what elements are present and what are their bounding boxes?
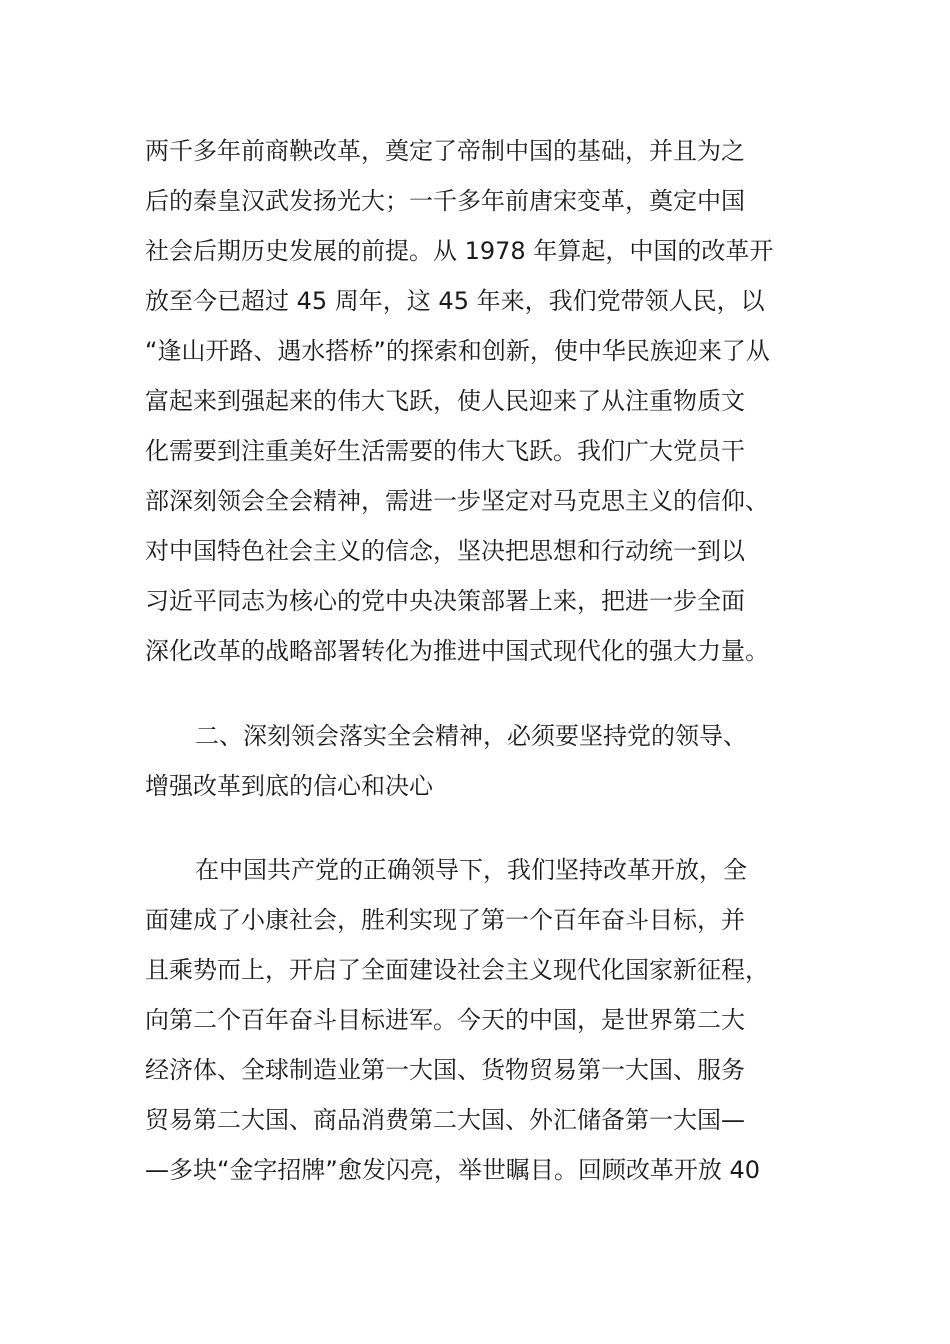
text-line: 对中国特色社会主义的信念，坚决把思想和行动统一到以 xyxy=(145,537,745,565)
text-line: 两千多年前商鞅改革，奠定了帝制中国的基础，并且为之 xyxy=(145,137,745,165)
text-line: 在中国共产党的正确领导下，我们坚持改革开放，全 xyxy=(195,856,747,884)
text-line: 部深刻领会全会精神，需进一步坚定对马克思主义的信仰、 xyxy=(145,487,769,515)
text-line: 向第二个百年奋斗目标进军。今天的中国，是世界第二大 xyxy=(145,1006,745,1034)
section-heading-two xyxy=(145,711,825,811)
text-line: 后的秦皇汉武发扬光大；一千多年前唐宋变革，奠定中国 xyxy=(145,187,745,215)
text-line: —多块“金字招牌”愈发闪亮，举世瞩目。回顾改革开放 40 xyxy=(145,1156,761,1184)
text-line: 习近平同志为核心的党中央决策部署上来，把进一步全面 xyxy=(145,587,745,615)
text-line: 且乘势而上，开启了全面建设社会主义现代化国家新征程， xyxy=(145,956,769,984)
heading-line: 二、深刻领会落实全会精神，必须要坚持党的领导、 xyxy=(195,722,747,750)
text-line: 深化改革的战略部署转化为推进中国式现代化的强大力量。 xyxy=(145,637,769,665)
paragraph-party-leadership xyxy=(145,845,825,1195)
text-line: 富起来到强起来的伟大飞跃，使人民迎来了从注重物质文 xyxy=(145,387,745,415)
text-line: 化需要到注重美好生活需要的伟大飞跃。我们广大党员干 xyxy=(145,437,745,465)
text-line: 社会后期历史发展的前提。从 1978 年算起，中国的改革开 xyxy=(145,237,774,265)
text-line: 面建成了小康社会，胜利实现了第一个百年奋斗目标，并 xyxy=(145,906,745,934)
text-line: 放至今已超过 45 周年，这 45 年来，我们党带领人民，以 xyxy=(145,287,765,315)
text-line: 贸易第二大国、商品消费第二大国、外汇储备第一大国— xyxy=(145,1106,745,1134)
paragraph-reform-history xyxy=(145,126,825,676)
text-line: “逢山开路、遇水搭桥”的探索和创新，使中华民族迎来了从 xyxy=(145,337,770,365)
heading-line: 增强改革到底的信心和决心 xyxy=(145,772,433,800)
text-line: 经济体、全球制造业第一大国、货物贸易第一大国、服务 xyxy=(145,1056,745,1084)
